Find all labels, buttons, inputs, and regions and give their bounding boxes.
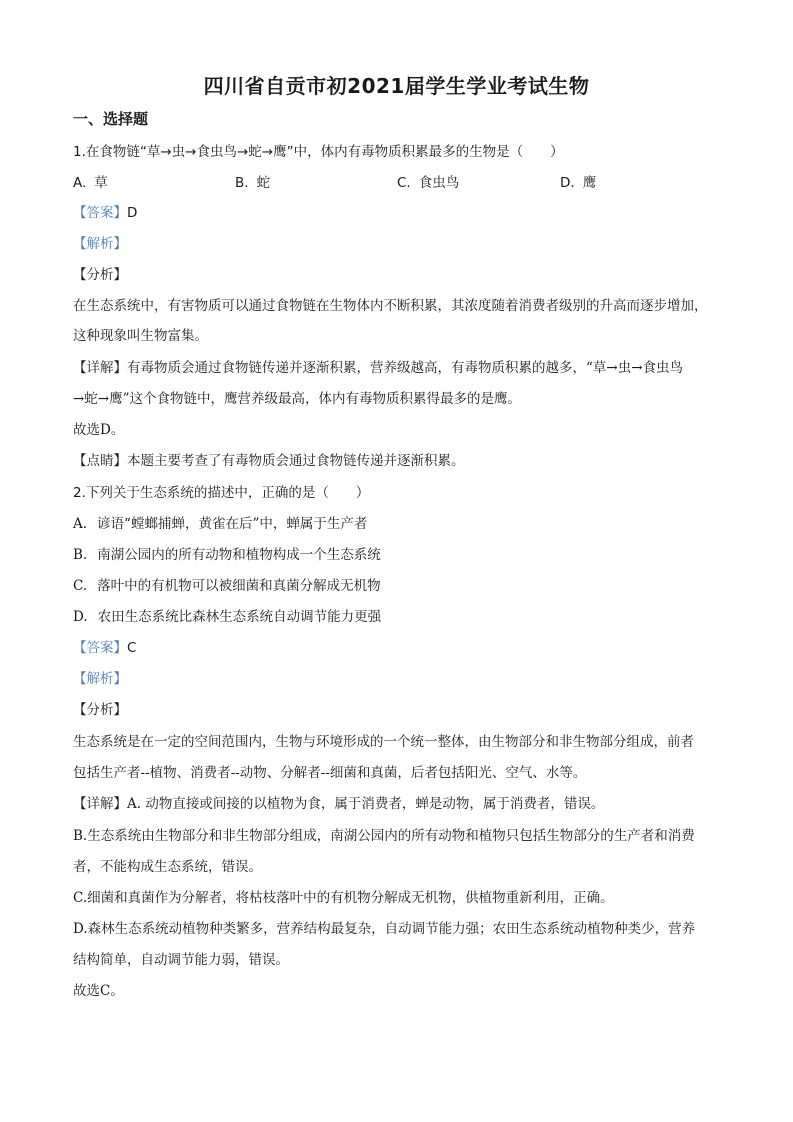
question-2-fenxi-label: 【分析】 bbox=[73, 702, 127, 718]
question-2-detail-line: 结构简单，自动调节能力弱，错误。 bbox=[73, 952, 289, 968]
question-2-conclusion: 故选C。 bbox=[73, 983, 124, 999]
comment-label: 【点睛】 bbox=[73, 453, 127, 469]
option-text: 落叶中的有机物可以被细菌和真菌分解成无机物 bbox=[97, 578, 381, 594]
question-2-detail-line: D.森林生态系统动植物种类繁多，营养结构最复杂，自动调节能力强；农田生态系统动植物种类少，营养 bbox=[73, 921, 696, 937]
question-2-detail bbox=[73, 795, 604, 813]
question-2-option-a bbox=[73, 515, 367, 533]
question-1-analysis-label: 【解析】 bbox=[73, 236, 127, 252]
option-text: 鹰 bbox=[582, 175, 597, 191]
option-text: 农田生态系统比森林生态系统自动调节能力更强 bbox=[97, 609, 382, 625]
comment-text: 本题主要考查了有毒物质会通过食物链传递并逐渐积累。 bbox=[127, 453, 465, 469]
detail-label: 【详解】 bbox=[73, 796, 127, 812]
detail-label: 【详解】 bbox=[73, 360, 127, 376]
question-1-fenxi-line: 这种现象叫生物富集。 bbox=[73, 328, 208, 344]
option-c bbox=[397, 174, 459, 192]
section-title: 一、选择题 bbox=[73, 110, 149, 128]
detail-text: 有毒物质会通过食物链传递并逐渐积累，营养级越高，有毒物质积累的越多，“草→虫→食虫鸟 bbox=[127, 360, 684, 376]
question-1-comment bbox=[73, 452, 465, 470]
answer-label: 【答案】 bbox=[73, 640, 127, 656]
option-d bbox=[560, 174, 596, 192]
document-title: 四川省自贡市初2021届学生学业考试生物 bbox=[203, 74, 590, 98]
option-letter: D. bbox=[73, 609, 88, 625]
question-2-answer bbox=[73, 639, 136, 657]
answer-label: 【答案】 bbox=[73, 205, 127, 221]
question-1-detail-line: →蛇→鹰”这个食物链中，鹰营养级最高，体内有毒物质积累得最多的是鹰。 bbox=[73, 391, 522, 407]
option-letter: B. bbox=[235, 175, 249, 191]
option-letter: C. bbox=[397, 175, 411, 191]
option-text: 草 bbox=[94, 175, 108, 191]
answer-value: D bbox=[127, 205, 138, 221]
question-1-answer bbox=[73, 204, 137, 222]
question-2-fenxi-line: 包括生产者--植物、消费者--动物、分解者--细菌和真菌，后者包括阳光、空气、水等。 bbox=[73, 765, 587, 781]
option-letter: C. bbox=[73, 578, 88, 594]
option-a bbox=[73, 174, 108, 192]
option-text: 蛇 bbox=[256, 175, 271, 191]
option-letter: A. bbox=[73, 516, 88, 532]
question-2-detail-line: B.生态系统由生物部分和非生物部分组成，南湖公园内的所有动物和植物只包括生物部分的生产者和消费 bbox=[73, 828, 695, 844]
question-2-option-b bbox=[73, 546, 381, 564]
question-1-conclusion: 故选D。 bbox=[73, 422, 125, 438]
option-b bbox=[235, 174, 270, 192]
answer-value: C bbox=[127, 640, 137, 656]
option-letter: B. bbox=[73, 547, 88, 563]
option-letter: D. bbox=[560, 175, 575, 191]
option-text: 食虫鸟 bbox=[418, 175, 460, 191]
detail-text: A. 动物直接或间接的以植物为食，属于消费者，蝉是动物，属于消费者，错误。 bbox=[127, 796, 605, 812]
question-2-option-c bbox=[73, 577, 381, 595]
question-2-stem: 2.下列关于生态系统的描述中，正确的是（ ） bbox=[73, 485, 370, 501]
question-1-stem: 1.在食物链“草→虫→食虫鸟→蛇→鹰”中，体内有毒物质积累最多的生物是（ ） bbox=[73, 144, 564, 160]
question-2-detail-line: C.细菌和真菌作为分解者，将枯枝落叶中的有机物分解成无机物，供植物重新利用，正确。 bbox=[73, 890, 614, 906]
question-1-fenxi-label: 【分析】 bbox=[73, 267, 127, 283]
question-2-option-d bbox=[73, 608, 381, 626]
question-2-detail-line: 者，不能构成生态系统，错误。 bbox=[73, 859, 262, 875]
option-text: 谚语“螳螂捕蝉，黄雀在后”中，蝉属于生产者 bbox=[97, 516, 368, 532]
option-letter: A. bbox=[73, 175, 87, 191]
question-1-detail bbox=[73, 359, 683, 377]
question-2-analysis-label: 【解析】 bbox=[73, 671, 127, 687]
question-2-fenxi-line: 生态系统是在一定的空间范围内，生物与环境形成的一个统一整体，由生物部分和非生物部分组成，前者 bbox=[73, 734, 694, 750]
question-1-fenxi-line: 在生态系统中，有害物质可以通过食物链在生物体内不断积累，其浓度随着消费者级别的升高而逐步增加， bbox=[73, 298, 708, 314]
option-text: 南湖公园内的所有动物和植物构成一个生态系统 bbox=[97, 547, 381, 563]
